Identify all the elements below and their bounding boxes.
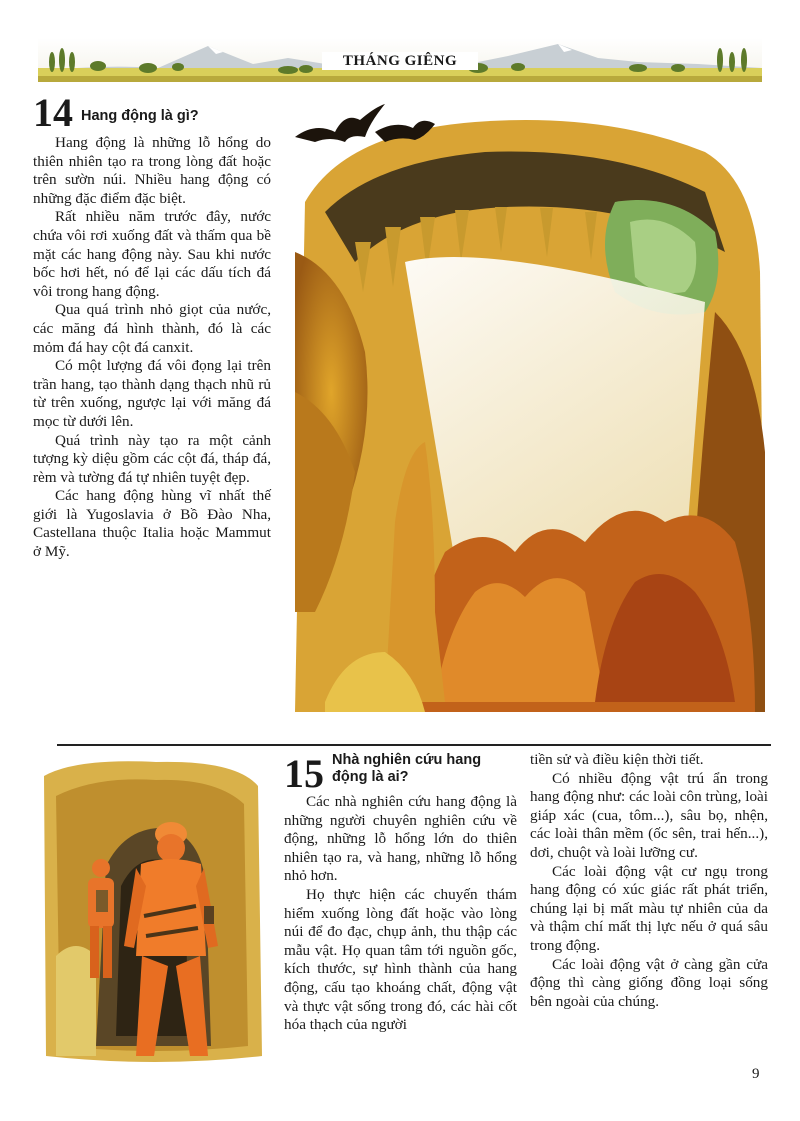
paragraph: Các loài động vật cư ngụ trong hang động có xúc giác rất phát triển, chúng lại bị mất màu tự nhiên của da và thậm chí mất thị lực nếu ở quá sâu trong động. (530, 862, 768, 954)
section-15-title (332, 752, 481, 786)
paragraph: Quá trình này tạo ra một cảnh tượng kỳ diệu gồm các cột đá, tháp đá, rèm và tường đá tự nhiên tuyệt đẹp. (33, 431, 271, 486)
paragraph: Các nhà nghiên cứu hang động là những người chuyên nghiên cứu về động, những lỗ hổng lớn do thiên nhiên tạo ra, và hang, những lỗ hổng nhỏ hơn. (284, 793, 517, 885)
section-14-title: Hang động là gì? (81, 108, 199, 124)
section-14-number: 14 (33, 90, 73, 135)
paragraph: Rất nhiều năm trước đây, nước chứa vôi rơi xuống đất và thấm qua bề mặt các hang động này. Sau khi nước bốc hơi hết, nó để lại các dấu tích đá vôi trong hang động. (33, 208, 271, 300)
section-divider (57, 744, 771, 746)
cave-illustration (285, 92, 777, 732)
paragraph: Hang động là những lỗ hổng do thiên nhiên tạo ra trong lòng đất hoặc trên sườn núi. Nhiều hang động có những đặc điểm đặc biệt. (33, 134, 271, 207)
section-15-number: 15 (284, 751, 324, 796)
cave-explorers-illustration (36, 756, 266, 1071)
paragraph-continuation: tiền sử và điều kiện thời tiết. (530, 751, 704, 768)
paragraph: Có một lượng đá vôi đọng lại trên trần hang, tạo thành dạng thạch nhũ rủ từ trên xuống, ngược lại với măng đá mọc từ dưới lên. (33, 357, 271, 430)
paragraph: Họ thực hiện các chuyến thám hiểm xuống lòng đất hoặc vào lòng núi để đo đạc, chụp ảnh, thu thập các mẫu vật. Họ quan tâm tới nguồn gốc, kích thước, sự hình thành của hang động, cấu tạo khoáng chất, động vật và thực vật sống trong đó, các hài cốt hóa thạch của người (284, 885, 517, 1034)
paragraph: Các hang động hùng vĩ nhất thế giới là Yugoslavia ở Bồ Đào Nha, Castellana thuộc Italia hoặc Mammut ở Mỹ. (33, 487, 271, 561)
page-number: 9 (752, 1066, 760, 1082)
paragraph: Qua quá trình nhỏ giọt của nước, các măng đá hình thành, đó là các mỏm đá hay cột đá canxit. (33, 301, 271, 356)
section-15-heading (284, 751, 482, 796)
section-15-title-line-1: Nhà nghiên cứu hang (332, 752, 482, 768)
paragraph: Có nhiều động vật trú ẩn trong hang động như: các loài côn trùng, loài giáp xác (cua, tôm...), sâu bọ, nhện, các loài thân mềm (ốc sên, trai hến...), dơi, chuột và loài lưỡng cư. (530, 769, 768, 861)
section-14-heading (33, 90, 199, 135)
section-14-body (33, 134, 271, 562)
paragraph: Các loài động vật ở càng gần cửa động thì càng giống đồng loại sống bên ngoài của chúng. (530, 955, 768, 1010)
section-15-column-1 (284, 793, 517, 1035)
header-title: THÁNG GIÊNG (322, 52, 478, 70)
section-15-title-line-2: động là ai? (332, 769, 409, 785)
section-15-column-2 (530, 751, 768, 1011)
